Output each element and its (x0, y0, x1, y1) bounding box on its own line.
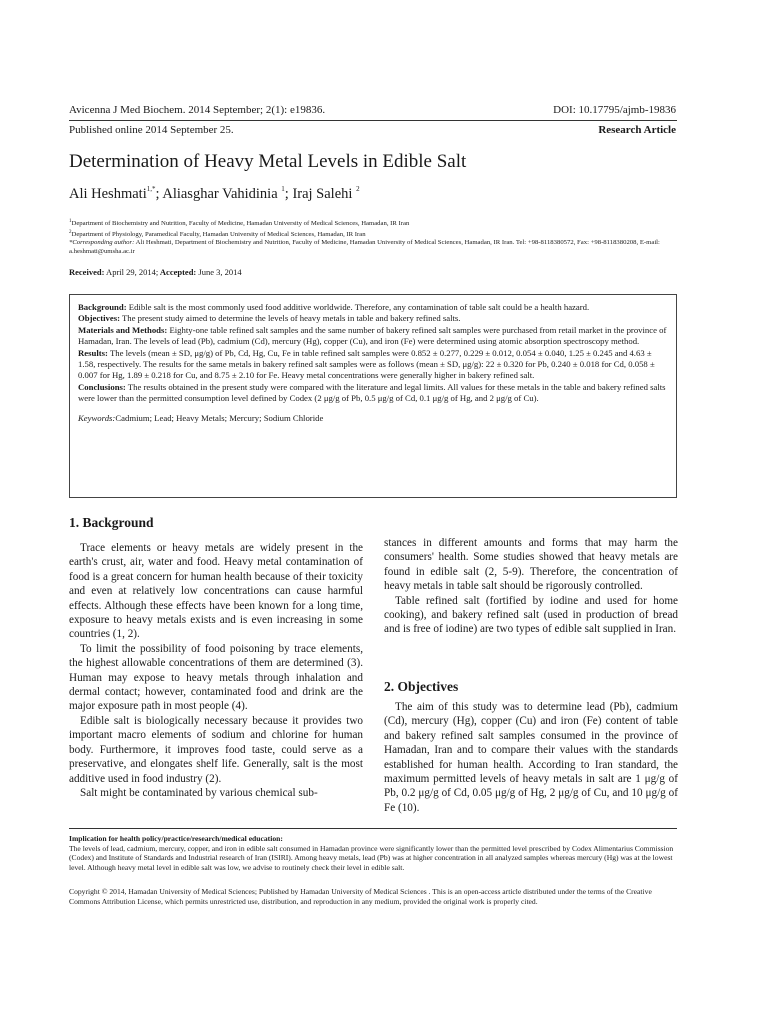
paragraph: The aim of this study was to determine lead (Pb), cadmium (Cd), mercury (Hg), copper (Cu) and iron (Fe) content of table and bakery refined salt samples consumed in the province of Hamadan, Iran and to compare their values with the standards established for human health. According to Iran standard, the maximum permitted levels of heavy metals in salt are 1 μg/g of Pb, 0.2 μg/g of Cd, 0.05 μg/g of Hg, 2 μg/g of Cu, and 10 μg/g of Fe (10). (384, 701, 678, 814)
article-type: Research Article (598, 124, 676, 136)
author-list (69, 185, 360, 203)
header-rule (69, 120, 677, 121)
right-column (384, 536, 678, 637)
author-affiliation-mark: 1 (281, 185, 285, 193)
left-column (69, 541, 363, 800)
author-name[interactable]: Aliasghar Vahidinia (162, 186, 278, 202)
author-affiliation-mark: 2 (356, 185, 360, 193)
paragraph: stances in different amounts and forms that may harm the consumers' health. Some studies showed that heavy metals are found in edible salt (2, 5-9). Therefore, the concentration of heavy metals in table salt should be rigorously controlled. (384, 537, 678, 593)
article-dates (69, 267, 242, 277)
section-heading-objectives: 2. Objectives (384, 679, 459, 694)
abstract-label: Objectives: (78, 313, 120, 324)
implication-rule (69, 828, 677, 829)
abstract-label: Conclusions: (78, 381, 126, 392)
corresponding-author (69, 239, 679, 256)
affiliation-number: 1 (69, 219, 72, 224)
implication-box (69, 834, 679, 872)
author-affiliation-mark: 1,* (146, 185, 156, 193)
affiliation-number: 2 (69, 229, 72, 235)
abstract-text: The results obtained in the present study were compared with the literature and legal limits. All values for these metals in the table and bakery refined salts were lower than the permitted consumption level defined by Codex (2 μg/g of Pb, 0.5 μg/g of Cd, 0.1 μg/g of Hg, and 2 μg/g of Cu). (78, 381, 666, 404)
abstract-label: Background: (78, 302, 127, 312)
copyright-notice: Copyright © 2014, Hamadan University of Medical Sciences; Published by Hamadan University of Medical Sciences . This is an open-access article distributed under the terms of the Creative Commons Attribution License, which permits unrestricted use, distribution, and reproduction in any medium, provided the original work is properly cited. (69, 887, 652, 906)
author-separator: ; (284, 186, 293, 202)
corresponding-label: *Corresponding author: (69, 239, 135, 247)
keywords-label: Keywords: (78, 412, 116, 423)
received-label: Received: (69, 267, 105, 277)
abstract-box (69, 294, 677, 498)
affiliation-1 (69, 218, 679, 229)
received-date: April 29, 2014; (104, 267, 159, 277)
corresponding-text: Ali Heshmati, Department of Biochemistry and Nutrition, Faculty of Medicine, Hamadan University of Medical Sciences, Hamadan, IR Iran. Tel: +98-8118380572, Fax: +98-8118380208, E-mail: a.heshmati@umsha.ac.ir (69, 239, 660, 255)
abstract-background (78, 302, 668, 313)
paragraph: To limit the possibility of food poisoning by trace elements, the highest allowable concentrations of them are determined (3). Human may expose to heavy metals through inhalation and dermal contact; however, contaminated food and drink are the major exposure path in most people (4). (69, 642, 363, 713)
doi[interactable]: DOI: 10.17795/ajmb-19836 (553, 104, 676, 116)
implication-heading: Implication for health policy/practice/research/medical education: (69, 834, 283, 843)
affiliations (69, 218, 679, 256)
journal-citation: Avicenna J Med Biochem. 2014 September; 2(1): e19836. (69, 104, 326, 116)
abstract-text: Eighty-one table refined salt samples and the same number of bakery refined salt samples were purchased from retail market in the province of Hamadan, Iran. The levels of lead (Pb), cadmium (Cd), mercury (Hg), copper (Cu), and iron (Fe) were determined using atomic absorption spectroscopy method. (78, 324, 667, 347)
abstract-text: The present study aimed to determine the levels of heavy metals in table and bakery refined salts. (119, 313, 461, 324)
keywords-text: Cadmium; Lead; Heavy Metals; Mercury; Sodium Chloride (115, 412, 324, 423)
accepted-label: Accepted: (158, 267, 197, 277)
affiliation-2 (69, 229, 679, 240)
author-separator: ; (155, 186, 163, 202)
abstract-objectives (78, 313, 668, 324)
abstract-keywords (78, 413, 668, 424)
right-column-objectives (384, 700, 678, 815)
paragraph: Edible salt is biologically necessary because it provides two important macro elements of sodium and chlorine for human body. Furthermore, it improves food taste, could serve as a preservative, and elongates shelf life. Generally, salt is the most additive used in food industry (2). (69, 714, 363, 785)
author-name[interactable]: Iraj Salehi (292, 186, 353, 202)
article-title: Determination of Heavy Metal Levels in Edible Salt (69, 151, 467, 172)
paragraph: Salt might be contaminated by various chemical sub- (80, 786, 318, 799)
abstract-methods (78, 325, 668, 348)
published-date: Published online 2014 September 25. (69, 124, 234, 136)
section-heading-background: 1. Background (69, 515, 154, 530)
accepted-date: June 3, 2014 (196, 267, 242, 277)
implication-text: The levels of lead, cadmium, mercury, copper, and iron in edible salt consumed in Hamadan province were significantly lower than the permitted level prescribed by Codex Alimentarius Commission (Codex) and Institute of Standards and Industrial research of Iran (ISIRI). Among heavy metals, lead (Pb) was at higher concentration in all analyzed samples whereas mercury (Hg) was at the lowest level. Although heavy metal level in edible salt was low, we advise to routinely check their level in edible salt. (69, 843, 674, 872)
abstract-results (78, 348, 668, 382)
paragraph: Trace elements or heavy metals are widely present in the earth's crust, air, water and food. Heavy metal contamination of food is a great concern for human health because of their toxicity and even at relatively low concentrations can cause harmful effects. Although these effects have been known for a long time, exposure to heavy metals exists and is even increasing in some countries (1, 2). (69, 542, 363, 641)
paragraph: Table refined salt (fortified by iodine and used for home cooking), and bakery refined salt (used in production of bread and is free of iodine) are two types of edible salt supplied in Iran. (384, 594, 678, 636)
affiliation-text: Department of Physiology, Paramedical Faculty, Hamadan University of Medical Sciences, Hamadan, IR Iran (71, 230, 366, 238)
abstract-conclusions (78, 382, 668, 405)
abstract-label: Materials and Methods: (78, 324, 168, 335)
abstract-text: The levels (mean ± SD, μg/g) of Pb, Cd, Hg, Cu, Fe in table refined salt samples were 0.852 ± 0.277, 0.229 ± 0.012, 0.054 ± 0.040, 1.25 ± 0.245 and 4.63 ± 1.58, respectively. The results for the same metals in bakery refined salt samples were as follows (mean ± SD, μg/g): 22 ± 0.320 for Pb, 0.240 ± 0.018 for Cd, 0.058 ± 0.007 for Hg, 1.89 ± 0.218 for Cu, and 8.75 ± 2.10 for Fe. Heavy metal concentrations were generally higher in bakery refined salt. (78, 347, 655, 381)
abstract-label: Results: (78, 347, 108, 358)
affiliation-text: Department of Biochemistry and Nutrition, Faculty of Medicine, Hamadan University of Medical Sciences, Hamadan, IR Iran (71, 220, 410, 227)
abstract-text: Edible salt is the most commonly used food additive worldwide. Therefore, any contamination of table salt could be a health hazard. (126, 302, 590, 312)
author-name[interactable]: Ali Heshmati (69, 186, 147, 202)
